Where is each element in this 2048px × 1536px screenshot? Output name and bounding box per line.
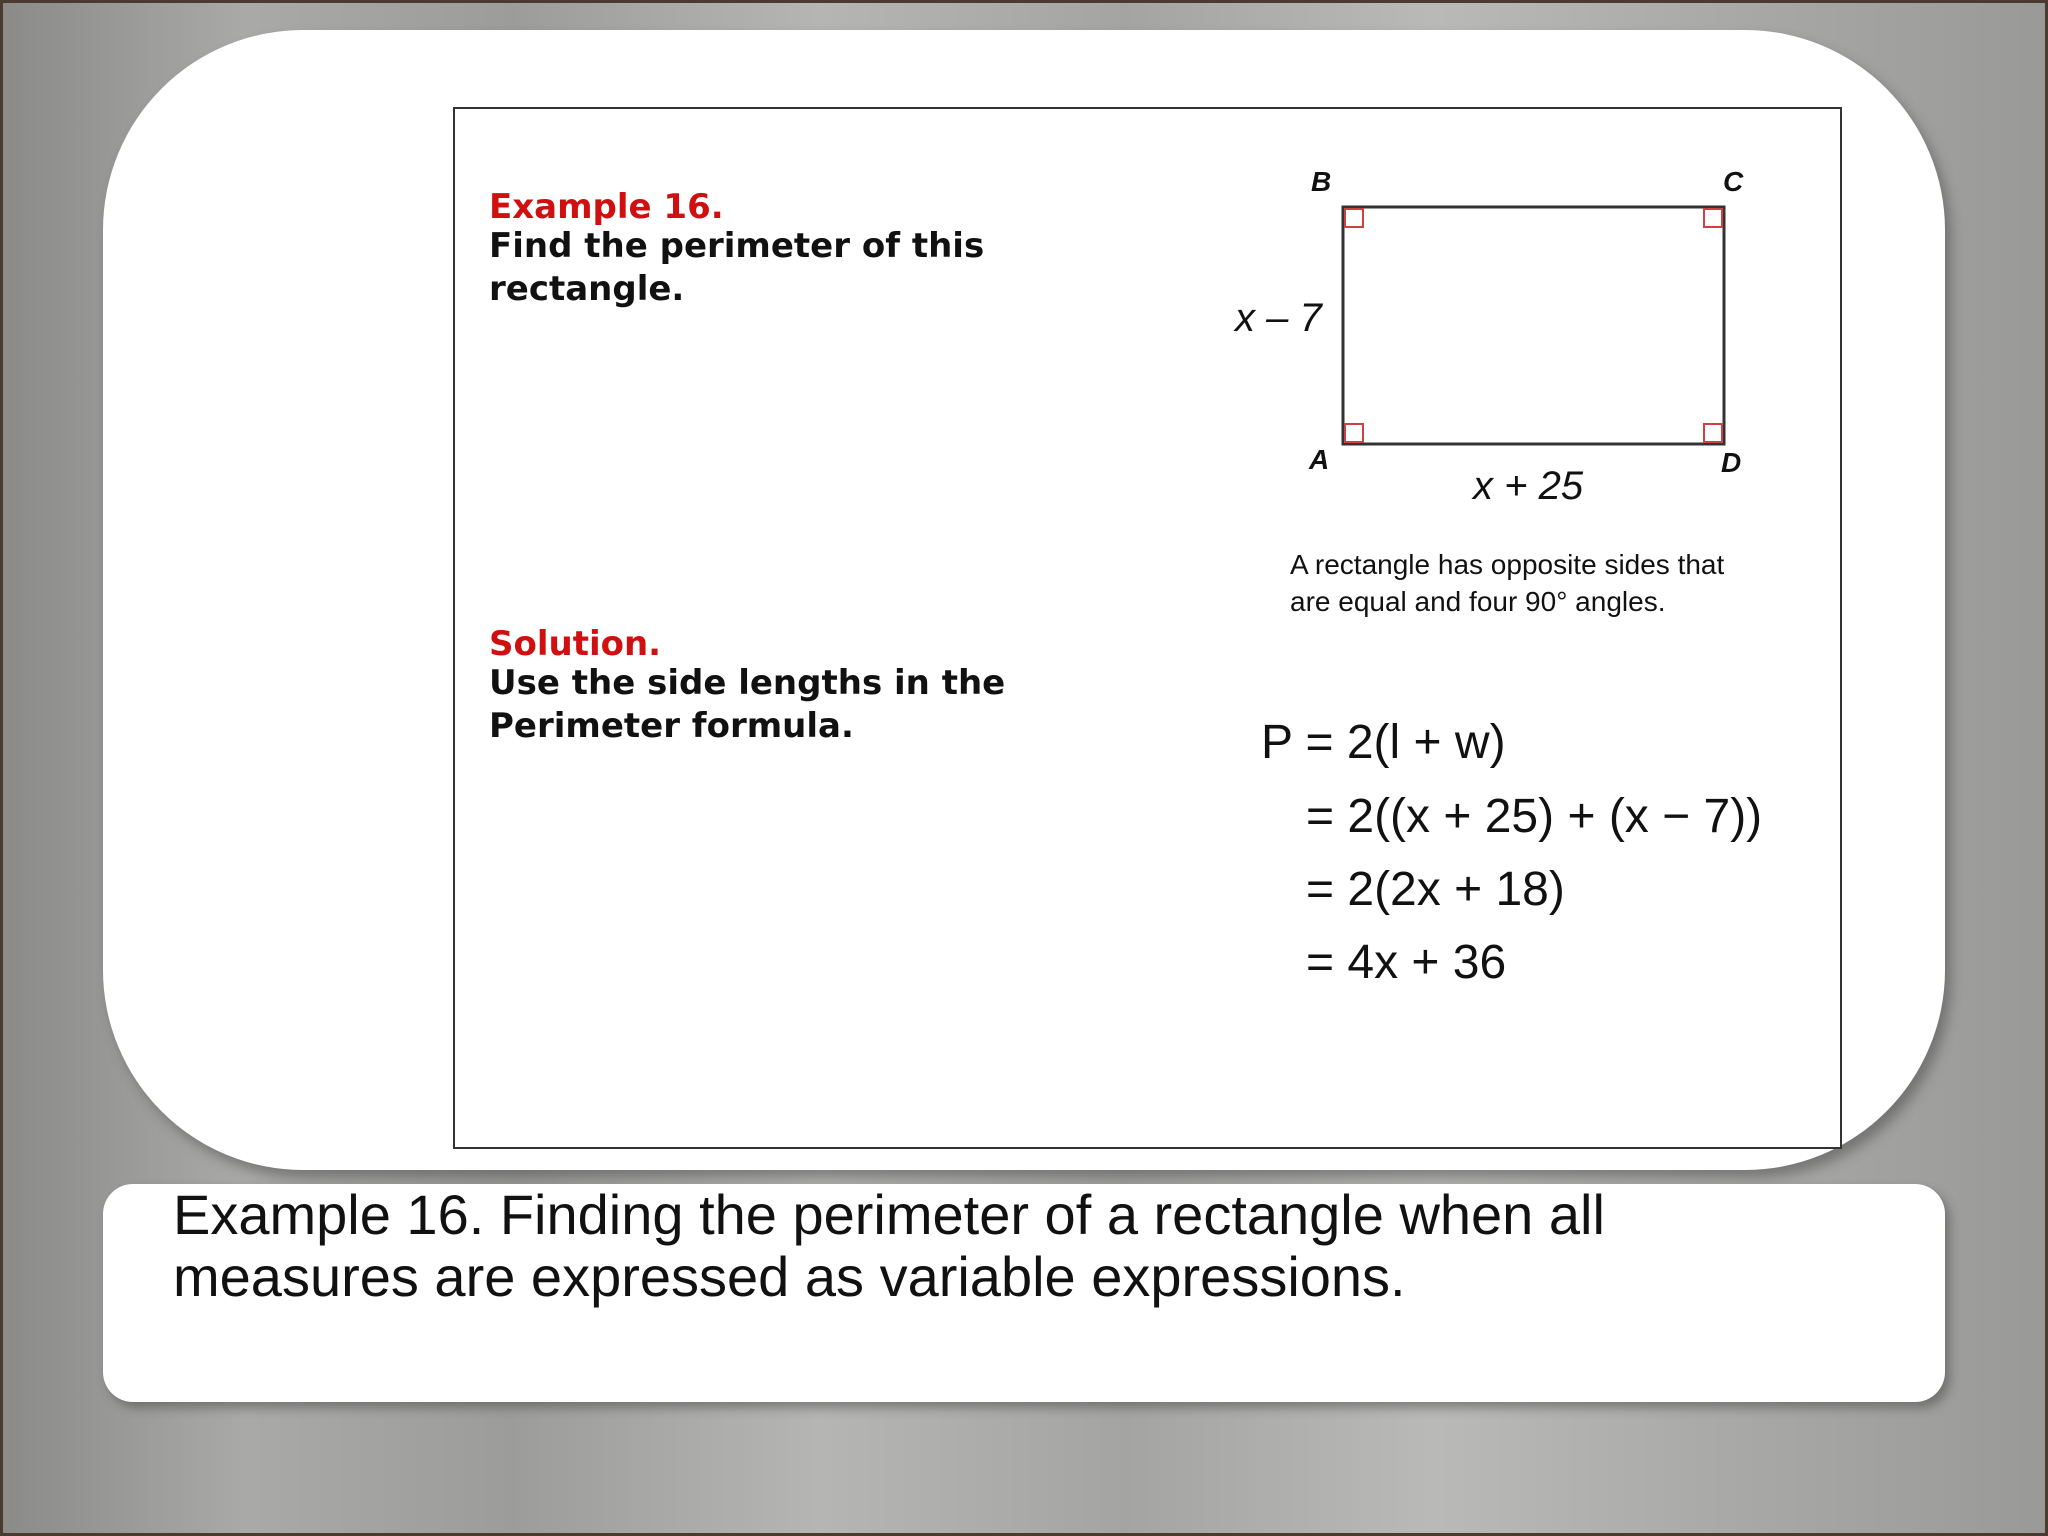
right-angle-marker-b <box>1345 209 1363 227</box>
side-left-label: x – 7 <box>1235 296 1322 340</box>
example-heading: Example 16. <box>489 187 724 227</box>
right-angle-marker-d <box>1704 424 1722 442</box>
equation-line-4: = 4x + 36 <box>1306 936 1507 989</box>
equation-line-2: = 2((x + 25) + (x − 7)) <box>1306 790 1763 843</box>
equation-line-1: P = 2(l + w) <box>1261 716 1506 769</box>
side-bottom-label: x + 25 <box>1473 464 1584 508</box>
rectangle-figure <box>455 109 1844 529</box>
vertex-d-label: D <box>1721 447 1742 478</box>
problem-text: Find the perimeter of this rectangle. <box>489 226 985 309</box>
right-angle-marker-c <box>1704 209 1722 227</box>
rectangle-note: A rectangle has opposite sides that are equal and four 90° angles. <box>1290 549 1725 617</box>
vertex-a-label: A <box>1309 444 1330 475</box>
slide-card <box>103 30 1945 1170</box>
right-angle-marker-a <box>1345 424 1363 442</box>
caption-text: Example 16. Finding the perimeter of a rectangle when all measures are expressed as variable expressions. <box>173 1183 1605 1308</box>
solution-text: Use the side lengths in the Perimeter formula. <box>489 663 1006 746</box>
caption-card <box>103 1184 1945 1402</box>
slide-content <box>453 107 1842 1149</box>
solution-heading: Solution. <box>489 624 662 664</box>
vertex-c-label: C <box>1723 166 1744 197</box>
rectangle-shape <box>1343 207 1724 444</box>
vertex-b-label: B <box>1311 166 1332 197</box>
equation-line-3: = 2(2x + 18) <box>1306 863 1565 916</box>
